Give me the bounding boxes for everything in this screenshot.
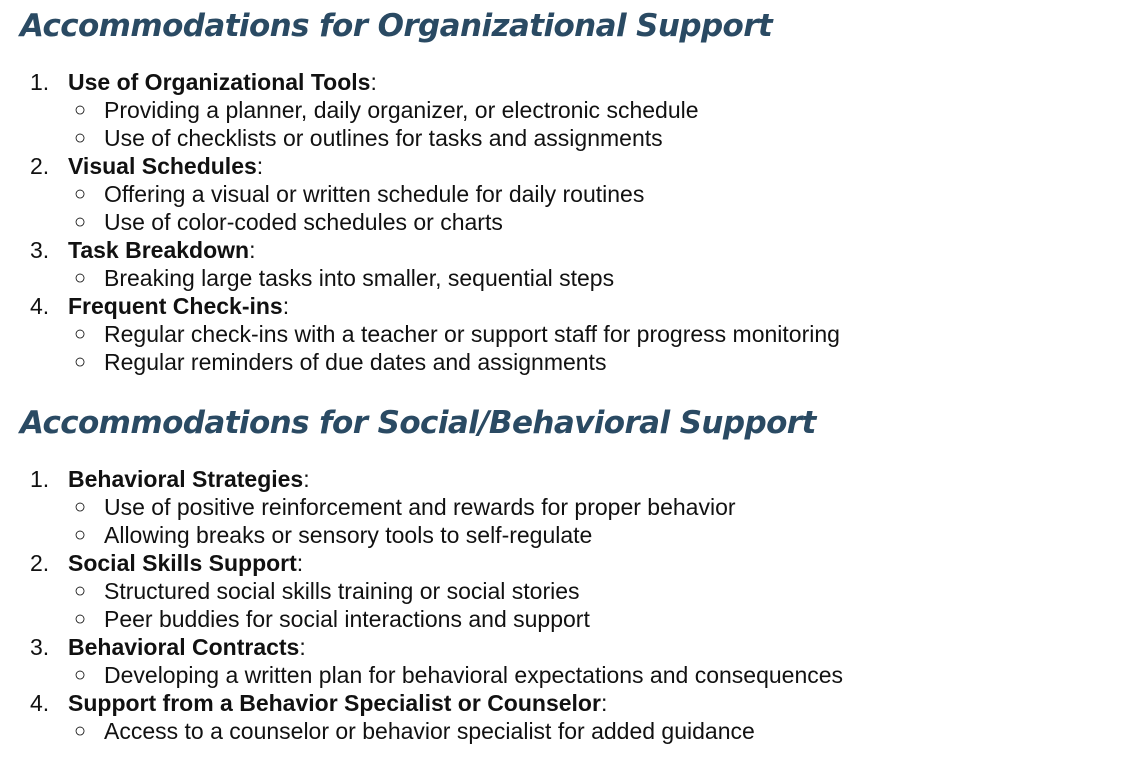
list-item-heading	[68, 236, 255, 264]
circle-bullet-icon: ○	[74, 524, 87, 546]
section-heading-organizational: Accommodations for Organizational Support	[20, 8, 773, 44]
sub-list-item-text: Use of color-coded schedules or charts	[104, 209, 503, 235]
list-item-colon: :	[600, 690, 608, 716]
section-heading-social-behavioral: Accommodations for Social/Behavioral Support	[20, 405, 816, 441]
list-item-number: 4.	[30, 690, 50, 716]
list-item-title: Task Breakdown	[68, 237, 250, 263]
sub-list-item-text: Structured social skills training or social stories	[104, 578, 580, 604]
circle-bullet-icon: ○	[74, 127, 87, 149]
list-item-title: Social Skills Support	[68, 550, 297, 576]
list-item-title: Use of Organizational Tools	[68, 69, 371, 95]
list-item-number: 3.	[30, 237, 50, 263]
sub-list-item-text: Offering a visual or written schedule for daily routines	[104, 181, 645, 207]
sub-list-item-text: Regular check-ins with a teacher or support staff for progress monitoring	[104, 321, 840, 347]
list-item-number: 1.	[30, 69, 50, 95]
list-item-number: 2.	[30, 550, 50, 576]
sub-list-item-text: Access to a counselor or behavior specialist for added guidance	[104, 718, 755, 744]
circle-bullet-icon: ○	[74, 664, 87, 686]
circle-bullet-icon: ○	[74, 323, 87, 345]
circle-bullet-icon: ○	[74, 267, 87, 289]
list-item-colon: :	[282, 293, 290, 319]
list-item-title: Behavioral Contracts	[68, 634, 300, 660]
sub-list-item-text: Peer buddies for social interactions and support	[104, 606, 590, 632]
list-item-heading	[68, 549, 303, 577]
list-item-colon: :	[370, 69, 377, 95]
circle-bullet-icon: ○	[74, 99, 87, 121]
list-item-title: Visual Schedules	[68, 153, 257, 179]
sub-list-item-text: Breaking large tasks into smaller, sequential steps	[104, 265, 615, 291]
list-item-number: 4.	[30, 293, 50, 319]
circle-bullet-icon: ○	[74, 496, 87, 518]
list-item-title: Frequent Check-ins	[68, 293, 283, 319]
list-item-heading	[68, 465, 310, 493]
list-item-number: 3.	[30, 634, 50, 660]
list-item-number: 2.	[30, 153, 50, 179]
list-item-colon: :	[249, 237, 256, 263]
list-item-colon: :	[256, 153, 264, 179]
list-item-heading	[68, 68, 377, 96]
circle-bullet-icon: ○	[74, 211, 87, 233]
list-item-title: Behavioral Strategies	[68, 466, 304, 492]
circle-bullet-icon: ○	[74, 608, 87, 630]
sub-list-item-text: Allowing breaks or sensory tools to self-regulate	[104, 522, 593, 548]
list-item-colon: :	[299, 634, 306, 660]
sub-list-item-text: Providing a planner, daily organizer, or electronic schedule	[104, 97, 699, 123]
list-item-heading	[68, 292, 289, 320]
circle-bullet-icon: ○	[74, 351, 87, 373]
sub-list-item-text: Developing a written plan for behavioral expectations and consequences	[104, 662, 844, 688]
list-item-title: Support from a Behavior Specialist or Counselor	[68, 690, 601, 716]
list-item-colon: :	[303, 466, 310, 492]
list-item-heading	[68, 633, 306, 661]
list-item-heading	[68, 152, 263, 180]
sub-list-item-text: Use of checklists or outlines for tasks and assignments	[104, 125, 663, 151]
sub-list-item-text: Use of positive reinforcement and rewards for proper behavior	[104, 494, 736, 520]
circle-bullet-icon: ○	[74, 720, 87, 742]
list-item-number: 1.	[30, 466, 50, 492]
circle-bullet-icon: ○	[74, 580, 87, 602]
circle-bullet-icon: ○	[74, 183, 87, 205]
list-item-heading	[68, 689, 607, 717]
sub-list-item-text: Regular reminders of due dates and assignments	[104, 349, 607, 375]
list-item-colon: :	[296, 550, 304, 576]
